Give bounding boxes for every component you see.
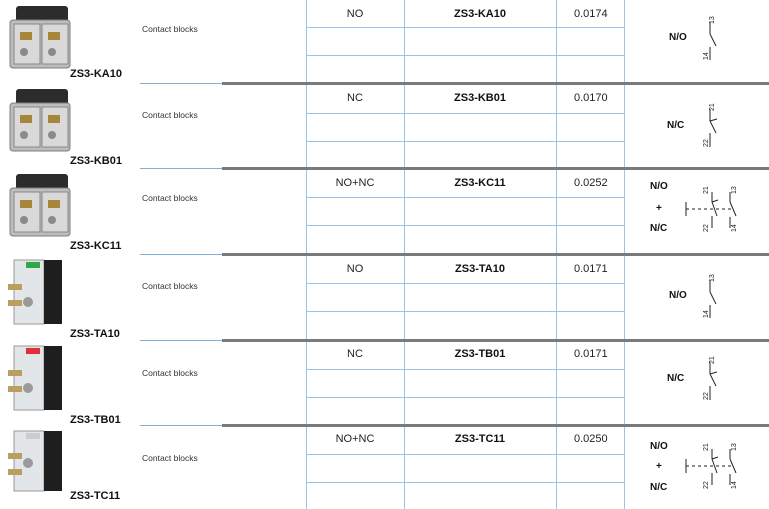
product-code: ZS3-TA10 <box>455 263 505 275</box>
contact-block-photo <box>6 85 76 157</box>
symbol-label: N/O <box>650 181 668 192</box>
contact-block-photo <box>6 256 70 328</box>
terminal-number: 13 <box>731 186 738 194</box>
product-code: ZS3-KB01 <box>454 92 506 104</box>
weight-value: 0.0174 <box>574 8 608 20</box>
row-divider <box>306 141 624 142</box>
symbol-label: N/O <box>669 32 687 43</box>
contact-block-photo <box>6 427 70 495</box>
symbol-label: N/O <box>669 290 687 301</box>
symbol-label: + <box>656 461 662 472</box>
terminal-number: 21 <box>703 443 710 451</box>
terminal-number: 22 <box>703 224 710 232</box>
table-row <box>0 0 769 84</box>
section-rule <box>140 425 222 426</box>
table-row <box>0 256 769 340</box>
terminal-number: 22 <box>703 139 710 147</box>
model-label: ZS3-TB01 <box>70 414 121 426</box>
description-text: Contact blocks <box>142 110 198 120</box>
description-text: Contact blocks <box>142 281 198 291</box>
row-divider <box>306 197 624 198</box>
weight-value: 0.0170 <box>574 92 608 104</box>
contact-type: NC <box>347 92 363 104</box>
symbol-label: N/C <box>650 482 668 493</box>
terminal-number: 22 <box>703 392 710 400</box>
weight-value: 0.0171 <box>574 263 608 275</box>
table-row <box>0 427 769 509</box>
row-divider <box>306 113 624 114</box>
no-contact-symbol <box>700 10 740 70</box>
row-divider <box>306 283 624 284</box>
terminal-number: 14 <box>703 52 710 60</box>
contact-type: NO <box>346 263 364 275</box>
description-text: Contact blocks <box>142 24 198 34</box>
terminal-number: 14 <box>731 224 738 232</box>
product-code: ZS3-KC11 <box>454 177 506 189</box>
description-text: Contact blocks <box>142 368 198 378</box>
terminal-number: 13 <box>709 16 716 24</box>
product-code: ZS3-TC11 <box>454 433 506 445</box>
no-nc-contact-symbol <box>684 439 754 499</box>
terminal-number: 22 <box>703 481 710 489</box>
symbol-label: N/O <box>650 441 668 452</box>
table-row <box>0 170 769 254</box>
row-divider <box>306 482 624 483</box>
contact-block-photo <box>6 2 76 74</box>
nc-contact-symbol <box>700 97 740 157</box>
model-label: ZS3-KC11 <box>70 240 122 252</box>
section-rule <box>140 83 222 84</box>
terminal-number: 14 <box>731 481 738 489</box>
section-rule <box>140 254 222 255</box>
product-code: ZS3-TB01 <box>454 348 506 360</box>
contact-type: NO+NC <box>335 177 375 189</box>
description-text: Contact blocks <box>142 453 198 463</box>
row-divider <box>306 369 624 370</box>
contact-type: NC <box>347 348 363 360</box>
model-label: ZS3-TA10 <box>70 328 120 340</box>
model-label: ZS3-KB01 <box>70 155 122 167</box>
symbol-label: N/C <box>667 373 685 384</box>
row-divider <box>306 311 624 312</box>
symbol-label: N/C <box>650 223 668 234</box>
terminal-number: 14 <box>703 310 710 318</box>
section-rule <box>140 340 222 341</box>
contact-block-photo <box>6 342 70 414</box>
model-label: ZS3-KA10 <box>70 68 122 80</box>
symbol-label: + <box>656 203 662 214</box>
weight-value: 0.0171 <box>574 348 608 360</box>
no-contact-symbol <box>700 268 740 328</box>
terminal-number: 21 <box>709 103 716 111</box>
weight-value: 0.0252 <box>574 177 608 189</box>
model-label: ZS3-TC11 <box>70 490 121 502</box>
contact-block-photo <box>6 170 76 242</box>
nc-contact-symbol <box>700 350 740 410</box>
contact-type: NO+NC <box>335 433 375 445</box>
row-divider <box>306 454 624 455</box>
section-rule <box>140 168 222 169</box>
row-divider <box>306 397 624 398</box>
terminal-number: 13 <box>709 274 716 282</box>
no-nc-contact-symbol <box>684 180 754 240</box>
terminal-number: 13 <box>731 443 738 451</box>
symbol-label: N/C <box>667 120 685 131</box>
terminal-number: 21 <box>709 356 716 364</box>
description-text: Contact blocks <box>142 193 198 203</box>
row-divider <box>306 55 624 56</box>
table-row <box>0 342 769 426</box>
table-row <box>0 85 769 169</box>
terminal-number: 21 <box>703 186 710 194</box>
contact-type: NO <box>346 8 364 20</box>
weight-value: 0.0250 <box>574 433 608 445</box>
product-code: ZS3-KA10 <box>454 8 506 20</box>
row-divider <box>306 225 624 226</box>
row-divider <box>306 27 624 28</box>
